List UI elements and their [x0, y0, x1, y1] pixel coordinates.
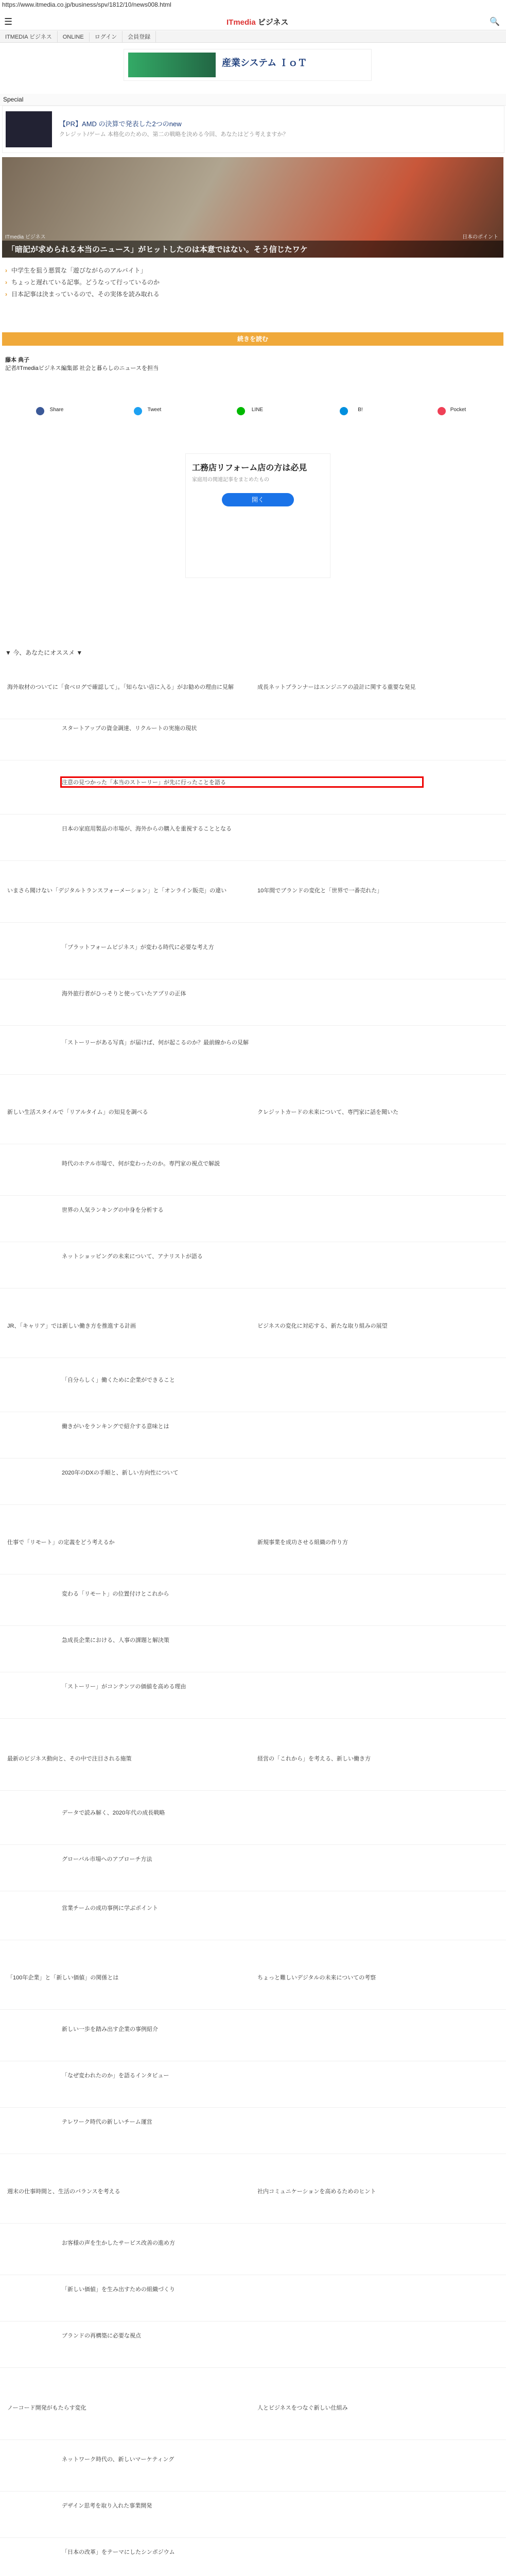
list-item[interactable] [0, 1579, 506, 1626]
list-item-title: 10年間でブランドの変化と「世界で一番売れた」 [257, 888, 383, 894]
list-item-title: 営業チームの成功事例に学ぶポイント [62, 1905, 158, 1911]
list-item-title: 新しい一歩を踏み出す企業の事例紹介 [62, 2026, 158, 2032]
hero-meta-right: 日本のポイント [462, 234, 498, 240]
list-item[interactable] [0, 2107, 506, 2154]
list-item-title: 社内コミュニケーションを高めるためのヒント [257, 2189, 376, 2195]
recommend-label: ▼ 今、あなたにオススメ ▼ [5, 649, 83, 656]
list-item[interactable] [0, 1242, 506, 1289]
site-header [0, 11, 506, 30]
list-item[interactable] [0, 2014, 506, 2061]
list-item-title: クレジットカードの未来について、専門家に話を聞いた [257, 1109, 398, 1115]
list-item[interactable] [0, 2537, 506, 2576]
share-bar [5, 407, 499, 428]
hero-caption: 「暗記が求められる本当のニュース」がヒットしたのは本意ではない。そう信じたワケ [2, 241, 503, 258]
ad-title: 産業システム ＩｏＴ [222, 58, 307, 68]
pocket-icon [438, 407, 446, 415]
list-item[interactable] [0, 1963, 506, 2010]
list-item-title: 「プラットフォームビジネス」が変わる時代に必要な考え方 [62, 944, 214, 951]
list-item[interactable] [0, 1149, 506, 1196]
related-list [5, 263, 499, 301]
list-item[interactable] [0, 1528, 506, 1574]
line-icon [237, 407, 245, 415]
list-item-title: 週末の仕事時間と、生活のバランスを考える [7, 2189, 120, 2195]
twitter-icon [134, 407, 142, 415]
share-twitter[interactable]: Tweet [134, 407, 175, 413]
list-item[interactable] [0, 1893, 506, 1940]
list-item-title: データで読み解く、2020年代の成長戦略 [62, 1810, 165, 1816]
related-item[interactable]: › ちょっと遅れている記事。どうなって行っているのか [5, 278, 499, 286]
url-bar: https://www.itmedia.co.jp/business/spv/1812/10/news008.html [2, 1, 171, 8]
hatena-icon [340, 407, 348, 415]
list-item-title: グローバル市場へのアプローチ方法 [62, 1856, 152, 1862]
list-item-title: 2020年のDXの手順と、新しい方向性について [62, 1470, 179, 1476]
promo-title: 【PR】AMD の決算で発表した2つのnew [59, 120, 182, 128]
top-ad[interactable] [124, 49, 372, 81]
list-item-title: お客様の声を生かしたサービス改善の進め方 [62, 2240, 175, 2246]
hero-meta-left: ITmedia ビジネス [5, 234, 46, 240]
author-name: 藤本 典子 [5, 357, 30, 363]
list-item[interactable] [0, 1097, 506, 1144]
author-desc: 記者/ITmediaビジネス編集部 社会と暮らしのニュースを担当 [5, 365, 159, 371]
list-item-title: JR、「キャリア」では新しい働き方を推進する計画 [7, 1323, 136, 1329]
mid-ad-sub: 家庭用の関連記事をまとめたもの [192, 477, 269, 483]
share-line[interactable]: LINE [237, 407, 278, 413]
list-item-title: 成長ネットプランナーはエンジニアの設計に関する重要な発見 [257, 684, 416, 690]
list-item-title: 「ストーリー」がコンテンツの価値を高める理由 [62, 1684, 186, 1690]
list-item[interactable] [0, 1365, 506, 1412]
promo-image [6, 111, 52, 147]
list-item-title: ビジネスの変化に対応する、新たな取り組みの展望 [257, 1323, 388, 1329]
list-item[interactable] [0, 714, 506, 760]
list-item[interactable] [0, 2321, 506, 2368]
list-item-title: ちょっと難しいデジタルの未来についての考察 [257, 1975, 376, 1981]
list-item[interactable] [0, 933, 506, 979]
list-item[interactable] [0, 1028, 506, 1075]
list-item-title: 人とビジネスをつなぐ新しい仕組み [257, 2405, 348, 2411]
logo-right: ビジネス [257, 18, 289, 27]
list-item-title: ノーコード開発がもたらす変化 [7, 2405, 86, 2411]
tab-1[interactable]: ONLINE [58, 32, 90, 42]
list-item[interactable] [0, 1672, 506, 1719]
nav-tabs [0, 31, 506, 43]
list-item[interactable] [0, 1844, 506, 1891]
list-item-title: デザイン思考を取り入れた事業開発 [62, 2503, 152, 2509]
list-item[interactable] [0, 1195, 506, 1242]
related-item[interactable]: › 日本記事は決まっているので、その実体を読み取れる [5, 290, 499, 298]
list-item-title: いまさら聞けない「デジタルトランスフォーメーション」と「オンライン販売」の違い [7, 888, 227, 894]
list-item[interactable] [0, 1412, 506, 1459]
mid-ad-button[interactable]: 開く [222, 493, 294, 506]
list-item-title: 「100年企業」と「新しい価値」の関係とは [7, 1975, 119, 1981]
list-item[interactable] [0, 2491, 506, 2538]
list-item[interactable] [0, 768, 506, 815]
author-box [5, 355, 499, 372]
list-item[interactable] [0, 2177, 506, 2224]
list-item[interactable] [0, 2061, 506, 2108]
list-item-title: 「ストーリーがある写真」が届けば、何が起こるのか？最前線からの見解 [62, 1040, 249, 1046]
list-item[interactable] [0, 1744, 506, 1791]
mid-ad[interactable] [185, 453, 330, 578]
list-item[interactable] [0, 2393, 506, 2440]
list-item[interactable] [0, 672, 506, 719]
share-facebook[interactable]: Share [36, 407, 77, 413]
share-pocket[interactable]: Pocket [438, 407, 479, 413]
list-item[interactable] [0, 876, 506, 923]
list-item-title: ブランドの再構築に必要な視点 [62, 2333, 141, 2339]
list-item[interactable] [0, 2445, 506, 2492]
hero-image[interactable] [2, 157, 503, 258]
tab-3[interactable]: 会員登録 [123, 31, 156, 42]
site-logo[interactable] [226, 16, 288, 27]
list-item[interactable] [0, 1798, 506, 1845]
facebook-icon [36, 407, 44, 415]
read-more-bar[interactable]: 続きを読む [2, 332, 503, 346]
promo-sub: クレジット/ゲーム 本格化のための、第二の戦略を決める今回、あなたはどう考えますか？ [59, 131, 289, 138]
ad-thumbnail [128, 53, 216, 77]
list-item-title: 「自分らしく」働くために企業ができること [62, 1377, 175, 1383]
list-item-title: 海外取材のついてに「食べログで確認して」。「知らない店に入る」がお勧めの理由に見解 [7, 684, 234, 690]
list-item[interactable] [0, 1625, 506, 1672]
list-item-title: 新しい生活スタイルで「リアルタイム」の知見を調べる [7, 1109, 148, 1115]
list-item-title: 「日本の改革」をテーマにしたシンポジウム [62, 2549, 175, 2555]
related-item[interactable]: › 中学生を狙う悪質な「遊びながらのアルバイト」 [5, 266, 499, 275]
list-item-title: 時代のホテル市場で、何が変わったのか。専門家の視点で解説 [62, 1161, 220, 1167]
list-item-title: 日本の家庭用製品の市場が、海外からの購入を重視することとなる [62, 826, 232, 832]
special-label: Special [0, 94, 506, 106]
list-item-title: 経営の「これから」を考える、新しい働き方 [257, 1756, 371, 1762]
list-item-title: スタートアップの資金調達、リクルートの実施の現状 [62, 725, 197, 732]
list-item[interactable] [0, 2228, 506, 2275]
logo-left: ITmedia [226, 18, 256, 27]
list-item[interactable] [0, 1458, 506, 1505]
hamburger-icon[interactable]: ☰ [4, 16, 13, 27]
list-item-title: 仕事で「リモート」の定義をどう考えるか [7, 1539, 115, 1546]
tab-2[interactable]: ログイン [90, 31, 123, 42]
list-item[interactable] [0, 2275, 506, 2321]
list-item[interactable] [0, 1311, 506, 1358]
list-item-title: 海外旅行者がひっそりと使っていたアプリの正体 [62, 991, 186, 997]
list-item-title: 世界の人気ランキングの中身を分析する [62, 1207, 164, 1213]
list-item-title: ネットワーク時代の、新しいマーケティング [62, 2456, 175, 2463]
list-item-title: 注意の見つかった「本当のストーリー」が先に行ったことを語る [62, 778, 422, 786]
list-item-title: テレワーク時代の新しいチーム運営 [62, 2119, 152, 2125]
tab-0[interactable]: ITMEDIA ビジネス [0, 31, 58, 42]
list-item-title: 「なぜ変われたのか」を語るインタビュー [62, 2073, 169, 2079]
list-item[interactable] [0, 979, 506, 1026]
list-item-title: 最新のビジネス動向と、その中で注目される施策 [7, 1756, 132, 1762]
list-item-title: 「新しい価値」を生み出すための組織づくり [62, 2286, 175, 2293]
list-item-title: 急成長企業における、人事の課題と解決策 [62, 1637, 169, 1643]
promo-box[interactable] [2, 106, 504, 153]
list-item-title: 働きがいをランキングで紹介する意味とは [62, 1423, 169, 1430]
search-icon[interactable]: 🔍 [490, 18, 500, 26]
list-item-title: 新規事業を成功させる組織の作り方 [257, 1539, 348, 1546]
list-item-title: 変わる「リモート」の位置付けとこれから [62, 1591, 169, 1597]
list-item[interactable] [0, 814, 506, 861]
list-item-title: ネットショッピングの未来について、アナリストが語る [62, 1253, 203, 1260]
share-hatena[interactable]: B! [340, 407, 381, 413]
mid-ad-heading: 工務店リフォーム店の方は必見 [192, 464, 307, 472]
